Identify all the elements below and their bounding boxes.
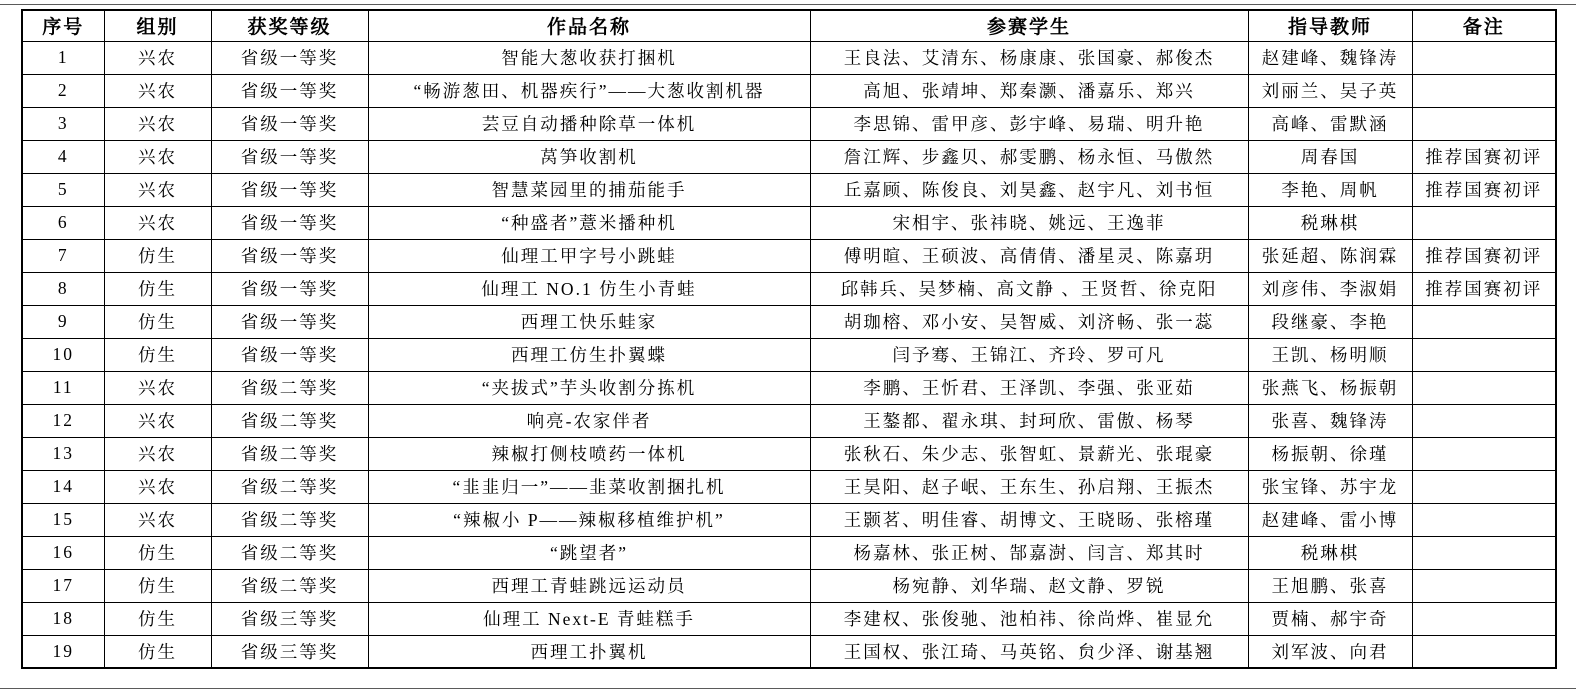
cell-index: 5 xyxy=(22,173,104,206)
cell-work: 莴笋收割机 xyxy=(368,140,810,173)
cell-award: 省级二等奖 xyxy=(211,503,368,536)
cell-award: 省级一等奖 xyxy=(211,74,368,107)
table-row xyxy=(22,74,1556,107)
column-header-index: 序号 xyxy=(22,10,104,41)
cell-students: 李建权、张俊驰、池柏祎、徐尚烨、崔显允 xyxy=(810,602,1248,635)
table-row xyxy=(22,503,1556,536)
table-row xyxy=(22,404,1556,437)
cell-teachers: 王旭鹏、张喜 xyxy=(1248,569,1412,602)
cell-remark xyxy=(1412,569,1556,602)
cell-award: 省级二等奖 xyxy=(211,569,368,602)
cell-teachers: 段继豪、李艳 xyxy=(1248,305,1412,338)
cell-work: 仙理工 NO.1 仿生小青蛙 xyxy=(368,272,810,305)
table-row xyxy=(22,470,1556,503)
cell-work: “韭韭归一”——韭菜收割捆扎机 xyxy=(368,470,810,503)
cell-work: “夹拔式”芋头收割分拣机 xyxy=(368,371,810,404)
table-row xyxy=(22,371,1556,404)
cell-work: “畅游葱田、机器疾行”——大葱收割机器 xyxy=(368,74,810,107)
cell-students: 傅明暄、王硕波、高倩倩、潘星灵、陈嘉玥 xyxy=(810,239,1248,272)
cell-remark xyxy=(1412,305,1556,338)
cell-award: 省级一等奖 xyxy=(211,338,368,371)
cell-group: 仿生 xyxy=(104,272,211,305)
cell-remark xyxy=(1412,503,1556,536)
cell-remark xyxy=(1412,206,1556,239)
cell-teachers: 张宝锋、苏宇龙 xyxy=(1248,470,1412,503)
cell-index: 9 xyxy=(22,305,104,338)
cell-teachers: 赵建峰、魏锋涛 xyxy=(1248,41,1412,74)
cell-index: 10 xyxy=(22,338,104,371)
column-header-group: 组别 xyxy=(104,10,211,41)
cell-group: 兴农 xyxy=(104,140,211,173)
cell-award: 省级二等奖 xyxy=(211,536,368,569)
table-row xyxy=(22,536,1556,569)
cell-award: 省级一等奖 xyxy=(211,140,368,173)
cell-group: 兴农 xyxy=(104,503,211,536)
cell-teachers: 刘彦伟、李淑娟 xyxy=(1248,272,1412,305)
cell-award: 省级一等奖 xyxy=(211,206,368,239)
table-row xyxy=(22,107,1556,140)
table-row xyxy=(22,635,1556,668)
cell-remark xyxy=(1412,338,1556,371)
cell-group: 兴农 xyxy=(104,470,211,503)
cell-teachers: 杨振朝、徐瑾 xyxy=(1248,437,1412,470)
cell-remark xyxy=(1412,536,1556,569)
cell-teachers: 高峰、雷默涵 xyxy=(1248,107,1412,140)
cell-work: 西理工扑翼机 xyxy=(368,635,810,668)
cell-students: 闫予骞、王锦江、齐玲、罗可凡 xyxy=(810,338,1248,371)
cell-teachers: 王凯、杨明顺 xyxy=(1248,338,1412,371)
cell-index: 8 xyxy=(22,272,104,305)
cell-work: 智慧菜园里的捕茄能手 xyxy=(368,173,810,206)
cell-group: 仿生 xyxy=(104,569,211,602)
cell-work: “跳望者” xyxy=(368,536,810,569)
cell-remark xyxy=(1412,41,1556,74)
cell-award: 省级二等奖 xyxy=(211,404,368,437)
cell-remark: 推荐国赛初评 xyxy=(1412,173,1556,206)
cell-award: 省级三等奖 xyxy=(211,602,368,635)
cell-index: 2 xyxy=(22,74,104,107)
cell-index: 7 xyxy=(22,239,104,272)
cell-work: 芸豆自动播种除草一体机 xyxy=(368,107,810,140)
cell-award: 省级一等奖 xyxy=(211,305,368,338)
cell-work: “种盛者”薏米播种机 xyxy=(368,206,810,239)
cell-index: 3 xyxy=(22,107,104,140)
cell-students: 王颢茗、明佳睿、胡博文、王晓旸、张榕瑾 xyxy=(810,503,1248,536)
cell-students: 李鹏、王忻君、王泽凯、李强、张亚茹 xyxy=(810,371,1248,404)
cell-students: 杨宛静、刘华瑞、赵文静、罗锐 xyxy=(810,569,1248,602)
cell-group: 兴农 xyxy=(104,74,211,107)
cell-work: 西理工青蛙跳远运动员 xyxy=(368,569,810,602)
cell-award: 省级二等奖 xyxy=(211,470,368,503)
cell-teachers: 刘丽兰、吴子英 xyxy=(1248,74,1412,107)
cell-students: 高旭、张靖坤、郑秦灏、潘嘉乐、郑兴 xyxy=(810,74,1248,107)
cell-students: 詹江辉、步鑫贝、郝雯鹏、杨永恒、马傲然 xyxy=(810,140,1248,173)
cell-remark xyxy=(1412,371,1556,404)
cell-teachers: 赵建峰、雷小博 xyxy=(1248,503,1412,536)
cell-remark xyxy=(1412,74,1556,107)
cell-work: 辣椒打侧枝喷药一体机 xyxy=(368,437,810,470)
table-row xyxy=(22,338,1556,371)
cell-students: 王鏊都、翟永琪、封珂欣、雷傲、杨琴 xyxy=(810,404,1248,437)
page-bottom-rule xyxy=(0,688,1576,689)
cell-index: 6 xyxy=(22,206,104,239)
cell-index: 4 xyxy=(22,140,104,173)
table-row xyxy=(22,140,1556,173)
table-row xyxy=(22,272,1556,305)
cell-group: 仿生 xyxy=(104,635,211,668)
table-row xyxy=(22,239,1556,272)
cell-remark xyxy=(1412,107,1556,140)
cell-award: 省级一等奖 xyxy=(211,173,368,206)
column-header-students: 参赛学生 xyxy=(810,10,1248,41)
cell-index: 15 xyxy=(22,503,104,536)
cell-remark xyxy=(1412,437,1556,470)
column-header-teachers: 指导教师 xyxy=(1248,10,1412,41)
cell-index: 11 xyxy=(22,371,104,404)
cell-group: 仿生 xyxy=(104,338,211,371)
column-header-remark: 备注 xyxy=(1412,10,1556,41)
cell-students: 王昊阳、赵子岷、王东生、孙启翔、王振杰 xyxy=(810,470,1248,503)
cell-index: 1 xyxy=(22,41,104,74)
cell-students: 邱韩兵、吴梦楠、高文静 、王贤哲、徐克阳 xyxy=(810,272,1248,305)
cell-award: 省级一等奖 xyxy=(211,272,368,305)
table-row xyxy=(22,569,1556,602)
cell-index: 17 xyxy=(22,569,104,602)
table-row xyxy=(22,206,1556,239)
cell-group: 兴农 xyxy=(104,107,211,140)
cell-remark xyxy=(1412,404,1556,437)
column-header-award: 获奖等级 xyxy=(211,10,368,41)
cell-remark: 推荐国赛初评 xyxy=(1412,272,1556,305)
cell-teachers: 税琳棋 xyxy=(1248,536,1412,569)
cell-students: 丘嘉顾、陈俊良、刘昊鑫、赵宇凡、刘书恒 xyxy=(810,173,1248,206)
cell-group: 仿生 xyxy=(104,536,211,569)
table-row xyxy=(22,437,1556,470)
cell-award: 省级二等奖 xyxy=(211,371,368,404)
header-row xyxy=(22,10,1556,41)
cell-group: 仿生 xyxy=(104,602,211,635)
cell-teachers: 李艳、周帆 xyxy=(1248,173,1412,206)
cell-remark: 推荐国赛初评 xyxy=(1412,239,1556,272)
cell-group: 兴农 xyxy=(104,371,211,404)
cell-group: 兴农 xyxy=(104,404,211,437)
cell-award: 省级二等奖 xyxy=(211,437,368,470)
cell-index: 16 xyxy=(22,536,104,569)
awards-table xyxy=(21,9,1557,669)
cell-students: 胡珈榕、邓小安、吴智威、刘济畅、张一蕊 xyxy=(810,305,1248,338)
table-row xyxy=(22,602,1556,635)
cell-group: 兴农 xyxy=(104,206,211,239)
cell-award: 省级三等奖 xyxy=(211,635,368,668)
cell-index: 14 xyxy=(22,470,104,503)
cell-group: 兴农 xyxy=(104,437,211,470)
cell-award: 省级一等奖 xyxy=(211,41,368,74)
cell-work: 响亮-农家伴者 xyxy=(368,404,810,437)
cell-work: 仙理工甲字号小跳蛙 xyxy=(368,239,810,272)
cell-remark xyxy=(1412,635,1556,668)
cell-teachers: 张燕飞、杨振朝 xyxy=(1248,371,1412,404)
cell-work: “辣椒小 P——辣椒移植维护机” xyxy=(368,503,810,536)
table-row xyxy=(22,173,1556,206)
cell-teachers: 刘军波、向君 xyxy=(1248,635,1412,668)
cell-students: 王国权、张江琦、马英铭、贠少泽、谢基翘 xyxy=(810,635,1248,668)
cell-index: 12 xyxy=(22,404,104,437)
cell-students: 王良法、艾清东、杨康康、张国豪、郝俊杰 xyxy=(810,41,1248,74)
cell-work: 仙理工 Next-E 青蛙糕手 xyxy=(368,602,810,635)
cell-students: 宋相宇、张祎晓、姚远、王逸菲 xyxy=(810,206,1248,239)
cell-award: 省级一等奖 xyxy=(211,239,368,272)
cell-work: 西理工快乐蛙家 xyxy=(368,305,810,338)
cell-students: 杨嘉林、张正树、郜嘉澍、闫言、郑其时 xyxy=(810,536,1248,569)
cell-teachers: 贾楠、郝宇奇 xyxy=(1248,602,1412,635)
cell-teachers: 张喜、魏锋涛 xyxy=(1248,404,1412,437)
cell-remark xyxy=(1412,602,1556,635)
cell-students: 张秋石、朱少志、张智虹、景薪光、张琨豪 xyxy=(810,437,1248,470)
cell-remark xyxy=(1412,470,1556,503)
cell-index: 13 xyxy=(22,437,104,470)
cell-award: 省级一等奖 xyxy=(211,107,368,140)
cell-students: 李思锦、雷甲彦、彭宇峰、易瑞、明升艳 xyxy=(810,107,1248,140)
cell-work: 西理工仿生扑翼蝶 xyxy=(368,338,810,371)
table-body xyxy=(22,41,1556,668)
cell-index: 19 xyxy=(22,635,104,668)
cell-remark: 推荐国赛初评 xyxy=(1412,140,1556,173)
cell-teachers: 张延超、陈润霖 xyxy=(1248,239,1412,272)
cell-group: 仿生 xyxy=(104,239,211,272)
cell-group: 兴农 xyxy=(104,173,211,206)
cell-index: 18 xyxy=(22,602,104,635)
cell-teachers: 税琳棋 xyxy=(1248,206,1412,239)
table-row xyxy=(22,305,1556,338)
cell-group: 仿生 xyxy=(104,305,211,338)
cell-teachers: 周春国 xyxy=(1248,140,1412,173)
cell-work: 智能大葱收获打捆机 xyxy=(368,41,810,74)
column-header-work: 作品名称 xyxy=(368,10,810,41)
page-top-rule xyxy=(0,4,1576,5)
cell-group: 兴农 xyxy=(104,41,211,74)
table-row xyxy=(22,41,1556,74)
